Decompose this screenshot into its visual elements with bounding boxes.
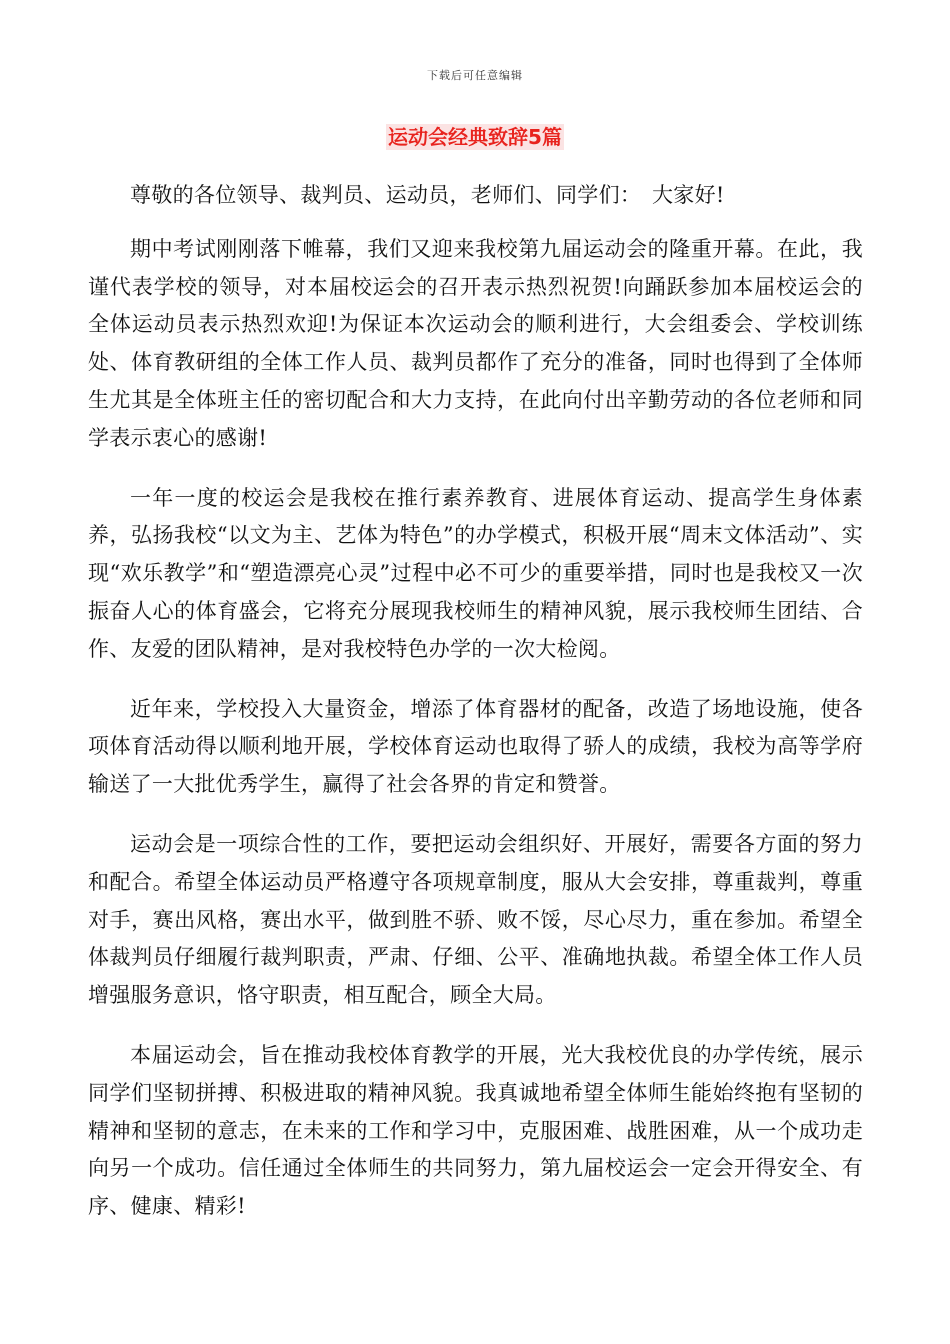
- paragraph-1: 期中考试刚刚落下帷幕，我们又迎来我校第九届运动会的隆重开幕。在此，我谨代表学校的领导，对本届校运会的召开表示热烈祝贺!向踊跃参加本届校运会的全体运动员表示热烈欢迎!为保证本次运动会的顺利进行，大会组委会、学校训练处、体育教研组的全体工作人员、裁判员都作了充分的准备，同时也得到了全体师生尤其是全体班主任的密切配合和大力支持，在此向付出辛勤劳动的各位老师和同学表示衷心的感谢!: [88, 236, 863, 450]
- greeting-paragraph: 尊敬的各位领导、裁判员、运动员，老师们、同学们： 大家好!: [130, 183, 725, 207]
- header-note: 下载后可任意编辑: [427, 69, 523, 82]
- document-title: 运动会经典致辞5篇: [388, 125, 562, 149]
- paragraph-5: 本届运动会，旨在推动我校体育教学的开展，光大我校优良的办学传统，展示同学们坚韧拼搏、积极进取的精神风貌。我真诚地希望全体师生能始终抱有坚韧的精神和坚韧的意志，在未来的工作和学习中，克服困难、战胜困难，从一个成功走向另一个成功。信任通过全体师生的共同努力，第九届校运会一定会开得安全、有序、健康、精彩!: [88, 1042, 863, 1219]
- paragraph-3: 近年来，学校投入大量资金，增添了体育器材的配备，改造了场地设施，使各项体育活动得以顺利地开展，学校体育运动也取得了骄人的成绩，我校为高等学府输送了一大批优秀学生，赢得了社会各界的肯定和赞誉。: [88, 696, 863, 797]
- document-body: [88, 177, 863, 1248]
- paragraph-2: 一年一度的校运会是我校在推行素养教育、进展体育运动、提高学生身体素养，弘扬我校“以文为主、艺体为特色”的办学模式，积极开展“周末文体活动”、实现“欢乐教学”和“塑造漂亮心灵”过程中必不可少的重要举措，同时也是我校又一次振奋人心的体育盛会，它将充分展现我校师生的精神风貌，展示我校师生团结、合作、友爱的团队精神，是对我校特色办学的一次大检阅。: [88, 485, 863, 661]
- paragraph-4: 运动会是一项综合性的工作，要把运动会组织好、开展好，需要各方面的努力和配合。希望全体运动员严格遵守各项规章制度，服从大会安排，尊重裁判，尊重对手，赛出风格，赛出水平，做到胜不骄、败不馁，尽心尽力，重在参加。希望全体裁判员仔细履行裁判职责，严肃、仔细、公平、准确地执裁。希望全体工作人员增强服务意识，恪守职责，相互配合，顾全大局。: [88, 831, 863, 1008]
- title-wrap: [0, 124, 950, 150]
